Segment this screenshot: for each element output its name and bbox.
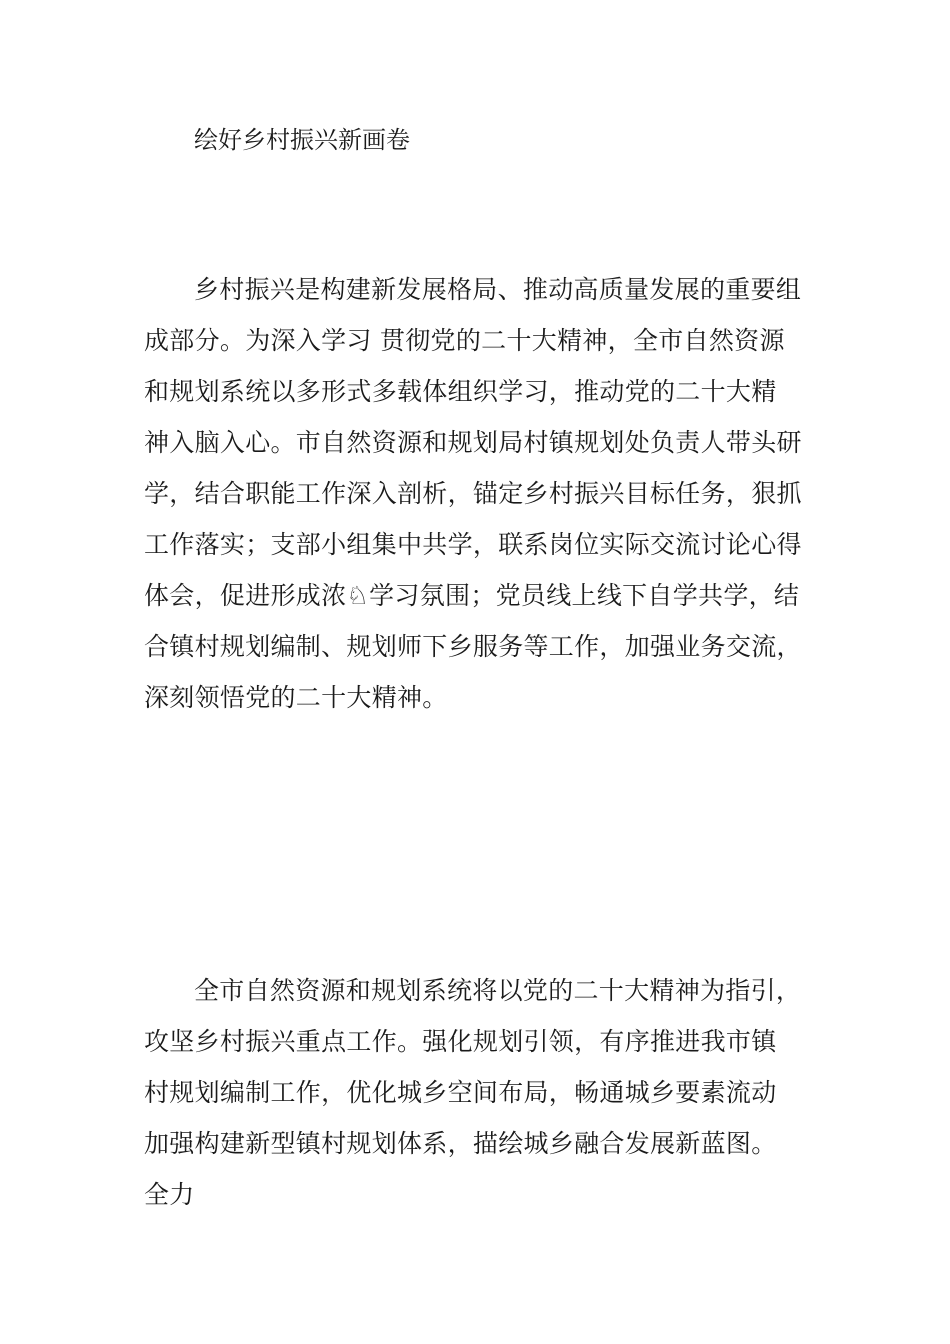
paragraph-2-line: 加强构建新型镇村规划体系，描绘城乡融合发展新蓝图。 — [144, 1129, 777, 1158]
paragraph-2-line: 村规划编制工作，优化城乡空间布局，畅通城乡要素流动 — [144, 1078, 777, 1107]
paragraph-1-line: 乡村振兴是构建新发展格局、推动高质量发展的重要组 — [194, 275, 802, 304]
paragraph-2-line: 全力 — [144, 1180, 195, 1209]
paragraph-1-line: 体会，促进形成浓♘学习氛围；党员线上线下自学共学，结 — [144, 581, 800, 610]
paragraph-1-line: 和规划系统以多形式多载体组织学习，推动党的二十大精 — [144, 377, 777, 406]
paragraph-2-line: 攻坚乡村振兴重点工作。强化规划引领，有序推进我市镇 — [144, 1027, 777, 1056]
paragraph-1-line: 合镇村规划编制、规划师下乡服务等工作，加强业务交流， — [144, 632, 802, 661]
paragraph-1-line: 成部分。为深入学习 贯彻党的二十大精神，全市自然资源 — [144, 326, 785, 355]
paragraph-1-line: 深刻领悟党的二十大精神。 — [144, 683, 448, 712]
document-title: 绘好乡村振兴新画卷 — [194, 126, 410, 154]
paragraph-1-line: 神入脑入心。市自然资源和规划局村镇规划处负责人带头研 — [144, 428, 802, 457]
paragraph-1-line: 工作落实；支部小组集中共学，联系岗位实际交流讨论心得 — [144, 530, 802, 559]
paragraph-1-line: 学，结合职能工作深入剖析，锚定乡村振兴目标任务，狠抓 — [144, 479, 802, 508]
paragraph-2-line: 全市自然资源和规划系统将以党的二十大精神为指引， — [194, 976, 802, 1005]
